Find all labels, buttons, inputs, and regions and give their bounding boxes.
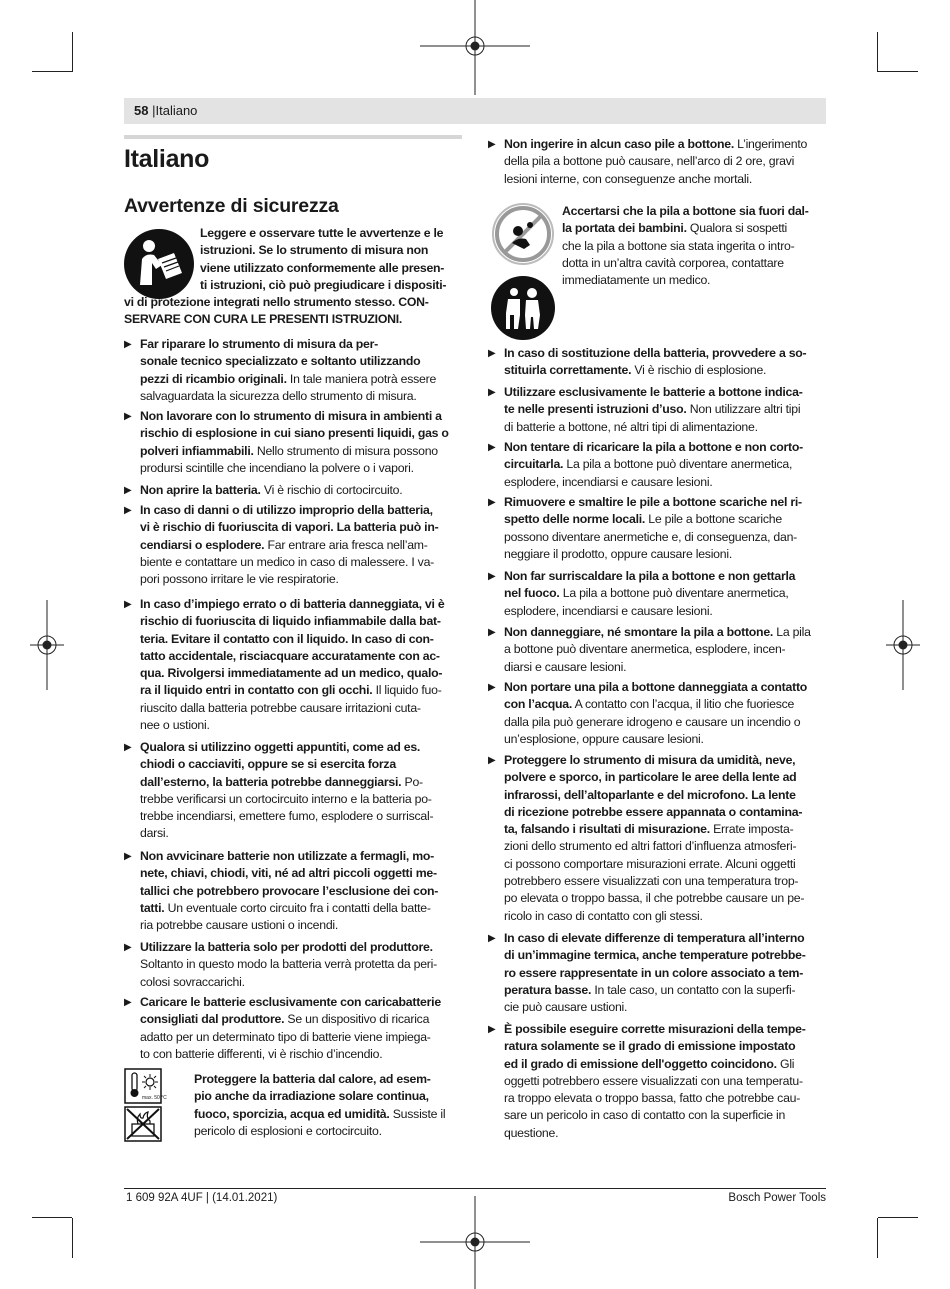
warning-line: È possibile eseguire corrette misurazioni della tempe- [504,1022,806,1036]
heat-note-line [194,1106,464,1123]
section-title: Avvertenze di sicurezza [124,195,339,217]
warning-line: Far riparare lo strumento di misura da per- [140,337,378,351]
section-rule [124,135,462,139]
footer-rule [124,1188,826,1189]
warning-line: questione. [504,1125,559,1140]
warning-line: Caricare le batterie esclusivamente con caricabatterie [140,995,441,1009]
footer-brand: Bosch Power Tools [728,1192,826,1204]
bullet-icon: ▶ [124,505,132,516]
warning-line: po elevata o troppo bassa, il che potrebbe causare un pe- [504,891,805,906]
warning-line: sonale tecnico specializzato e soltanto utilizzando [140,354,421,369]
header-section: Italiano [155,103,198,118]
warning-line [504,362,828,379]
crop-mark [878,71,918,72]
warning-line [504,696,828,713]
no-swallow-battery-icon [490,201,556,267]
warning-item-text [140,596,466,734]
child-note-text [562,203,826,289]
warning-line: Non lavorare con lo strumento di misura in ambienti a [140,409,442,423]
warning-line: esplodere, incendiarsi e causare lesioni. [504,603,713,618]
warning-line: Utilizzare esclusivamente le batterie a bottone indica- [504,385,803,399]
warning-normal: Il liquido fuo- [372,683,442,698]
warning-line: di batterie a bottone, né altri tipi di alimentazione. [504,419,758,434]
bullet-icon: ▶ [488,627,496,638]
crop-mark [877,32,878,72]
warning-line [140,371,466,388]
registration-target-icon [420,0,530,95]
warning-normal: La pila a bottone può diventare anermetica, [563,457,793,472]
heat-note-line: pericolo di esplosioni e cortocircuito. [194,1123,382,1138]
warning-line [140,682,466,699]
warning-item-text [140,502,466,588]
crop-mark [32,71,72,72]
warning-normal: Po- [401,774,423,789]
warning-bold: polveri infiammabili. [140,443,254,458]
warning-line: nee o ustioni. [140,718,210,733]
warning-line [140,939,466,956]
warning-line [504,624,828,641]
warning-line: Non avvicinare batterie non utilizzate a fermagli, mo- [140,849,434,863]
warning-normal: Vi è rischio di cortocircuito. [260,483,403,497]
warning-line [504,1056,828,1073]
warning-line: potrebbero essere visualizzati con una temperatura trop- [504,874,799,889]
crop-mark [877,1218,878,1258]
bullet-icon: ▶ [488,933,496,944]
footer-doc-id: 1 609 92A 4UF | (14.01.2021) [126,1192,278,1204]
registration-target-icon [30,600,64,690]
crop-mark [32,1217,72,1218]
bullet-icon: ▶ [124,997,132,1008]
warning-bold: Utilizzare la batteria solo per prodotti del produttore. [140,940,433,954]
child-note-line: dotta in un’altra cavità corporea, contattare [562,255,784,270]
warning-item-text [504,384,828,436]
warning-line: rischio di fuoriuscita di liquido infiammabile dalla bat- [140,614,441,629]
warning-line: esplodere, incendiarsi e causare lesioni. [504,474,713,489]
warning-line: ria potrebbe causare ustioni o incendi. [140,918,339,933]
warning-line: tatto accidentale, risciacquare accuratamente con ac- [140,648,440,663]
page-title: Italiano [124,145,210,173]
warning-line: Qualora si utilizzino oggetti appuntiti, come ad es. [140,740,421,754]
intro-line: istruzioni. Se lo strumento di misura non [200,243,429,258]
page-header-bar [124,98,826,124]
warning-item-text [504,1021,828,1142]
bullet-icon: ▶ [124,742,132,753]
warning-item-text [140,939,466,991]
registration-target-icon [886,600,920,690]
warning-normal: Gli [776,1056,795,1071]
warning-line: ra troppo elevata o troppo bassa, fatto che potrebbe cau- [504,1091,801,1106]
bullet-icon: ▶ [488,442,496,453]
warning-item-text [504,439,828,491]
warning-line: diarsi e causare lesioni. [504,659,627,674]
warning-line [140,774,466,791]
warning-normal: La pila a bottone può diventare anermetica, [559,586,789,601]
warning-line [504,585,828,602]
warning-line [140,443,466,460]
warning-line: cie può causare ustioni. [504,1000,628,1015]
intro-line: viene utilizzato conformemente alle presen- [200,260,445,275]
bullet-icon: ▶ [488,387,496,398]
child-battery-warning-icon [490,275,556,341]
warning-line: Proteggere lo strumento di misura da umidità, neve, [504,753,796,767]
warning-line [504,982,828,999]
warning-line [504,456,828,473]
warning-line [504,136,828,153]
warning-line: adatto per un determinato tipo di batterie viene impiega- [140,1029,431,1044]
intro-line: SERVARE CON CURA LE PRESENTI ISTRUZIONI. [124,312,403,327]
warning-bold: Non ingerire in alcun caso pile a bottone. [504,137,735,151]
warning-bold: circuitarla. [504,457,564,472]
bullet-icon: ▶ [124,411,132,422]
warning-item-text [504,345,828,380]
warning-line: nete, chiavi, chiodi, viti, né ad altri piccoli oggetti me- [140,866,437,881]
child-note-line [562,220,826,237]
bullet-icon: ▶ [124,485,132,496]
warning-normal: La pila [773,625,811,639]
warning-line [504,511,828,528]
warning-item-text [140,848,466,934]
warning-bold: con l’acqua. [504,697,573,712]
warning-line: Non tentare di ricaricare la pila a bottone e non corto- [504,440,803,454]
header-separator: | [152,103,156,118]
heat-note-line: Proteggere la batteria dal calore, ad esem- [194,1072,431,1086]
warning-normal: Le pile a bottone scariche [645,512,782,527]
warning-bold: cendiarsi o esplodere. [140,537,265,552]
bullet-icon: ▶ [488,348,496,359]
warning-normal: L’ingerimento [734,137,808,151]
warning-line: to con batterie differenti, vi è rischio d’incendio. [140,1046,383,1061]
read-manual-icon [124,229,194,299]
heat-note-line: pio anche da irradiazione solare continua, [194,1089,429,1104]
warning-bold: pezzi di ricambio originali. [140,371,287,386]
warning-normal: Non utilizzare altri tipi [686,402,801,417]
warning-line: zioni dello strumento ed altri fattori d’influenza atmosferi- [504,839,797,854]
warning-line: ricolo in caso di contatto con gli stessi. [504,908,703,923]
heat-note-bold: fuoco, sporcizia, acqua ed umidità. [194,1106,390,1121]
child-note-line: immediatamente un medico. [562,273,711,288]
warning-line: In caso di sostituzione della batteria, provvedere a so- [504,346,807,360]
warning-line: In caso di danni o di utilizzo improprio della batteria, [140,503,433,517]
warning-line [140,537,466,554]
warning-bold: ed il grado di emissione dell'oggetto coincidono. [504,1056,777,1071]
warning-line: Non portare una pila a bottone danneggiata a contatto [504,680,808,694]
warning-normal: Nello strumento di misura possono [253,443,438,458]
warning-normal: A contatto con l’acqua, il litio che fuoriesce [572,697,795,712]
warning-line: biente e contattare un medico in caso di malessere. I va- [140,554,435,569]
warning-line: sare un pericolo in caso di contatto con la superficie in [504,1108,786,1123]
warning-normal: Far entrare aria fresca nell’am- [264,537,428,552]
warning-line: prodursi scintille che incendiano la polvere o i vapori. [140,460,414,475]
warning-line: a bottone può diventare anermetica, esplodere, incen- [504,642,786,657]
warning-line: Rimuovere e smaltire le pile a bottone scariche nel ri- [504,495,802,509]
warning-normal: Errate imposta- [709,822,794,837]
warning-bold: spetto delle norme locali. [504,512,646,527]
warning-item-text [504,624,828,676]
warning-line [140,900,466,917]
warning-item-text [504,494,828,563]
warning-line: rischio di esplosione in cui siano presenti liquidi, gas o [140,426,449,441]
warning-line: della pila a bottone può causare, nell’arco di 2 ore, gravi [504,154,795,169]
crop-mark [878,1217,918,1218]
warning-line: un’esplosione, oppure causare lesioni. [504,731,704,746]
warning-bold: stituirla correttamente. [504,363,632,378]
warning-normal: Se un dispositivo di ricarica [284,1012,430,1027]
page-number: 58 [134,103,149,118]
warning-line: tallici che potrebbero provocare l’esclusione dei con- [140,883,439,898]
warning-bold: te nelle presenti istruzioni d’uso. [504,402,687,417]
warning-line: vi è rischio di fuoriuscita di vapori. La batteria può in- [140,520,439,535]
warning-bold: peratura basse. [504,982,592,997]
warning-normal: Vi è rischio di esplosione. [631,363,767,378]
child-note-line: Accertarsi che la pila a bottone sia fuori dal- [562,204,809,218]
intro-line: ti istruzioni, ciò può pregiudicare i dispositi- [200,277,447,292]
heat-note-normal: Sussiste il [389,1106,446,1121]
warning-line: riuscito dalla batteria potrebbe causare irritazioni cuta- [140,700,421,715]
warning-line: chiodi o cacciaviti, oppure se si esercita forza [140,757,396,772]
intro-text [200,225,462,294]
warning-line [504,821,828,838]
warning-line: lesioni interne, con conseguenze anche mortali. [504,171,753,186]
warning-line: darsi. [140,826,169,841]
warning-line [140,1011,466,1028]
intro-line: Leggere e osservare tutte le avvertenze e le [200,226,444,240]
bullet-icon: ▶ [124,339,132,350]
registration-target-icon [420,1196,530,1289]
warning-line: neggiare il prodotto, oppure causare lesioni. [504,546,733,561]
bullet-icon: ▶ [124,942,132,953]
warning-item-text [140,336,466,405]
warning-bold: Non danneggiare, né smontare la pila a bottone. [504,625,774,639]
warning-bold: Non aprire la batteria. [140,483,261,497]
warning-line: colosi sovraccarichi. [140,974,245,989]
warning-item-text [504,136,828,188]
warning-item-text [140,408,466,477]
warning-bold: consigliati dal produttore. [140,1012,285,1027]
warning-item-text [140,739,466,843]
max-temp-label: max. 50 °C [142,1095,167,1101]
warning-line: di ricezione potrebbe essere appannata o contamina- [504,804,803,819]
warning-line: possono diventare anermetiche e, di conseguenza, dan- [504,529,798,544]
warning-line: oggetti potrebbero essere visualizzati con una temperatu- [504,1073,803,1088]
bullet-icon: ▶ [488,1024,496,1035]
warning-line: dalla pila può generare idrogeno e causare un incendio o [504,714,801,729]
bullet-icon: ▶ [488,571,496,582]
warning-normal: In tale caso, un contatto con la superfi- [591,982,796,997]
intro-text-full [124,294,464,329]
warning-line [140,482,466,499]
child-note-normal: Qualora si sospetti [686,221,788,236]
bullet-icon: ▶ [488,497,496,508]
warning-line [504,401,828,418]
warning-bold: nel fuoco. [504,586,560,601]
warning-line: In caso d’impiego errato o di batteria danneggiata, vi è [140,597,445,611]
child-note-line: che la pila a bottone sia stata ingerita o intro- [562,238,795,253]
page-header [134,103,197,118]
warning-line: Non far surriscaldare la pila a bottone e non gettarla [504,569,796,583]
warning-line: trebbe incendiarsi, emettere fumo, esplodere o surriscal- [140,809,434,824]
warning-line: ro essere rappresentate in un colore associato a tem- [504,965,804,980]
bullet-icon: ▶ [124,851,132,862]
warning-bold: ra il liquido entri in contatto con gli occhi. [140,683,373,698]
warning-line: di un’immagine termica, anche temperature potrebbe- [504,948,806,963]
heat-note-text [194,1071,464,1140]
crop-mark [72,32,73,72]
warning-line: salvaguardata la sicurezza dello strumento di misura. [140,388,417,403]
no-water-fire-icon [124,1106,162,1142]
warning-item-text [140,994,466,1063]
bullet-icon: ▶ [488,755,496,766]
warning-item-text [140,482,466,499]
warning-line: ratura solamente se il grado di emissione impostato [504,1039,796,1054]
warning-normal: Un eventuale corto circuito fra i contatti della batte- [164,900,431,915]
warning-line: infrarossi, dell’altoparlante e del microfono. La lente [504,787,796,802]
warning-bold: ta, falsando i risultati di misurazione. [504,822,710,837]
warning-line: polvere e sporco, in particolare le aree della lente ad [504,770,797,785]
warning-line: In caso di elevate differenze di temperatura all’interno [504,931,805,945]
bullet-icon: ▶ [488,682,496,693]
warning-item-text [504,930,828,1016]
bullet-icon: ▶ [124,599,132,610]
crop-mark [72,1218,73,1258]
warning-line: ci possono comportare misurazioni errate. Alcuni oggetti [504,856,796,871]
warning-line: Soltanto in questo modo la batteria verrà protetta da peri- [140,957,437,972]
warning-bold: tatti. [140,900,165,915]
intro-line: vi di protezione integrati nello strumento stesso. CON- [124,295,429,309]
warning-bold: dall’esterno, la batteria potrebbe danneggiarsi. [140,774,402,789]
child-note-bold: la portata dei bambini. [562,221,687,236]
bullet-icon: ▶ [488,139,496,150]
warning-item-text [504,752,828,925]
warning-line: teria. Evitare il contatto con il liquido. In caso di con- [140,631,434,646]
warning-line: qua. Rivolgersi immediatamente ad un medico, qualo- [140,666,443,681]
warning-normal: In tale maniera potrà essere [286,371,437,386]
warning-item-text [504,568,828,620]
warning-line: pori possono irritare le vie respiratorie. [140,572,339,587]
warning-item-text [504,679,828,748]
warning-line: trebbe verificarsi un cortocircuito interno e la batteria po- [140,791,432,806]
